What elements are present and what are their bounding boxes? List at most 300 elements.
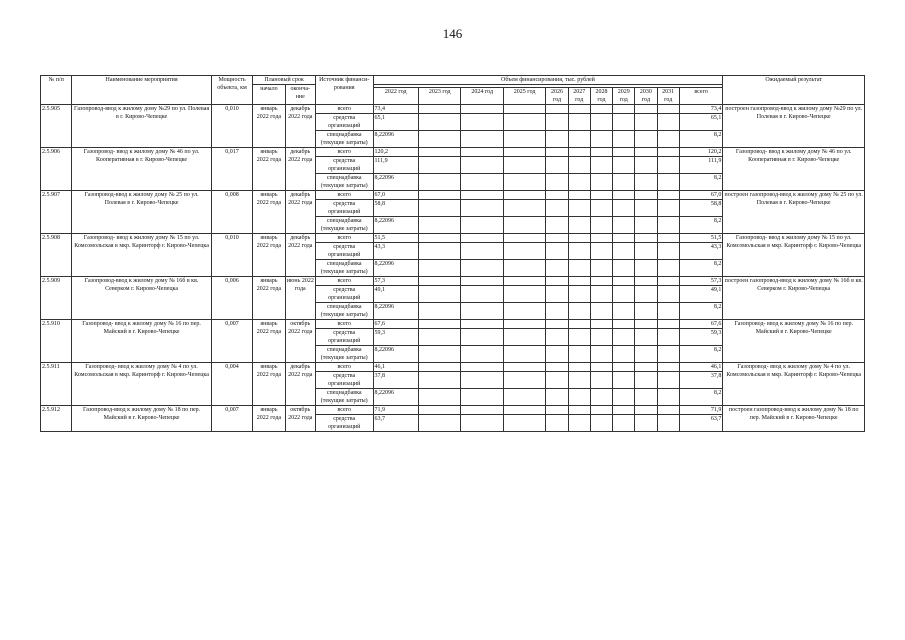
year-value-empty <box>590 329 612 346</box>
year-value-empty <box>503 114 545 131</box>
year-value-empty <box>419 415 461 432</box>
year-value-empty <box>503 234 545 243</box>
year-value-empty <box>568 148 590 157</box>
year-2022-value: 8,22096 <box>373 174 418 191</box>
year-value-empty <box>613 303 635 320</box>
measure-name: Газопровод-ввод к жилому дому № 18 по пер. Майский в г. Кирово-Чепецке <box>72 406 211 432</box>
year-value-empty <box>419 148 461 157</box>
year-value-empty <box>546 157 568 174</box>
year-value-empty <box>461 346 503 363</box>
year-value-empty <box>613 389 635 406</box>
header-year: 2027 год <box>568 88 590 105</box>
year-value-empty <box>568 286 590 303</box>
year-value-empty <box>590 191 612 200</box>
table-row <box>41 320 865 329</box>
year-value-empty <box>613 286 635 303</box>
expected-result: построен газопровод-ввод к жилому дому № 18 по пер. Майский в г. Кирово-Чепецке <box>723 406 865 432</box>
period-end: июнь 2022 года <box>285 277 315 320</box>
measure-power: 0,010 <box>211 234 252 277</box>
period-start: январь 2022 года <box>253 105 285 148</box>
year-value-empty <box>657 243 679 260</box>
year-value-empty <box>546 372 568 389</box>
year-value-empty <box>461 372 503 389</box>
year-value-empty <box>657 105 679 114</box>
header-total: всего <box>679 88 723 105</box>
year-value-empty <box>461 174 503 191</box>
year-value-empty <box>461 243 503 260</box>
year-value-empty <box>568 320 590 329</box>
year-value-empty <box>503 406 545 415</box>
year-2022-value: 67,6 <box>373 320 418 329</box>
year-value-empty <box>613 372 635 389</box>
year-value-empty <box>613 131 635 148</box>
header-year: 2028 год <box>590 88 612 105</box>
year-value-empty <box>461 363 503 372</box>
year-value-empty <box>635 320 657 329</box>
year-value-empty <box>613 234 635 243</box>
year-value-empty <box>419 363 461 372</box>
funding-source: всего <box>315 406 373 415</box>
row-number: 2.5.909 <box>41 277 72 320</box>
year-value-empty <box>590 234 612 243</box>
total-value: 57,3 <box>679 277 723 286</box>
total-value: 51,5 <box>679 234 723 243</box>
year-value-empty <box>635 191 657 200</box>
year-value-empty <box>657 329 679 346</box>
year-value-empty <box>546 286 568 303</box>
year-2022-value: 65,1 <box>373 114 418 131</box>
year-value-empty <box>635 303 657 320</box>
funding-source: всего <box>315 105 373 114</box>
year-value-empty <box>590 389 612 406</box>
year-2022-value: 43,3 <box>373 243 418 260</box>
year-value-empty <box>503 260 545 277</box>
year-value-empty <box>590 200 612 217</box>
year-value-empty <box>657 131 679 148</box>
year-value-empty <box>613 157 635 174</box>
header-volume: Объем финансирования, тыс. рублей <box>373 76 723 85</box>
year-value-empty <box>590 157 612 174</box>
year-2022-value: 46,1 <box>373 363 418 372</box>
year-2022-value: 120,2 <box>373 148 418 157</box>
funding-source: всего <box>315 148 373 157</box>
year-value-empty <box>461 131 503 148</box>
period-end: декабрь 2022 года <box>285 234 315 277</box>
year-value-empty <box>657 286 679 303</box>
header-year: 2023 год <box>419 88 461 105</box>
expected-result: Газопровод- ввод к жилому дому № 15 по ул. Комсомольская в мкр. Каринторф г. Кирово-Чепецка <box>723 234 865 277</box>
total-value: 120,2 <box>679 148 723 157</box>
measure-name: Газопровод-ввод к жилому дому №29 по ул. Полевая в г. Кирово-Чепецке <box>72 105 211 148</box>
year-value-empty <box>461 320 503 329</box>
year-value-empty <box>590 148 612 157</box>
year-value-empty <box>613 277 635 286</box>
year-value-empty <box>635 234 657 243</box>
header-name: Наименование мероприятия <box>72 76 211 105</box>
year-value-empty <box>546 260 568 277</box>
year-value-empty <box>657 346 679 363</box>
period-end: декабрь 2022 года <box>285 105 315 148</box>
year-value-empty <box>503 329 545 346</box>
funding-source: средства организаций <box>315 114 373 131</box>
year-value-empty <box>461 260 503 277</box>
period-start: январь 2022 года <box>253 406 285 432</box>
year-value-empty <box>590 346 612 363</box>
measure-power: 0,017 <box>211 148 252 191</box>
year-value-empty <box>657 234 679 243</box>
year-value-empty <box>635 157 657 174</box>
total-value: 65,1 <box>679 114 723 131</box>
year-value-empty <box>613 148 635 157</box>
year-2022-value: 51,5 <box>373 234 418 243</box>
year-value-empty <box>635 363 657 372</box>
year-2022-value: 71,9 <box>373 406 418 415</box>
year-value-empty <box>546 148 568 157</box>
year-value-empty <box>568 346 590 363</box>
year-value-empty <box>546 131 568 148</box>
year-value-empty <box>635 406 657 415</box>
year-value-empty <box>419 346 461 363</box>
year-value-empty <box>419 234 461 243</box>
measure-name: Газопровод- ввод к жилому дому № 4 по ул. Комсомольская в мкр. Каринторф г. Кирово-Чепецка <box>72 363 211 406</box>
header-power: Мощность объекта, км <box>211 76 252 105</box>
table-row <box>41 105 865 114</box>
total-value: 43,3 <box>679 243 723 260</box>
table-row <box>41 406 865 415</box>
year-value-empty <box>635 286 657 303</box>
year-value-empty <box>568 157 590 174</box>
year-value-empty <box>613 363 635 372</box>
year-value-empty <box>419 131 461 148</box>
year-value-empty <box>503 389 545 406</box>
year-value-empty <box>546 105 568 114</box>
year-value-empty <box>419 372 461 389</box>
total-value: 8,2 <box>679 260 723 277</box>
year-value-empty <box>503 200 545 217</box>
total-value: 49,1 <box>679 286 723 303</box>
year-value-empty <box>613 415 635 432</box>
expected-result: Газопровод- ввод к жилому дому № 46 по ул. Кооперативная в г. Кирово-Чепецке <box>723 148 865 191</box>
header-source: Источник финанси-рования <box>315 76 373 105</box>
total-value: 67,6 <box>679 320 723 329</box>
header-year: 2025 год <box>503 88 545 105</box>
measure-power: 0,006 <box>211 277 252 320</box>
year-value-empty <box>419 277 461 286</box>
measure-name: Газопровод- ввод к жилому дому № 46 по ул. Кооперативная в г. Кирово-Чепецке <box>72 148 211 191</box>
year-value-empty <box>546 346 568 363</box>
funding-source: средства организаций <box>315 372 373 389</box>
year-value-empty <box>613 320 635 329</box>
year-value-empty <box>657 372 679 389</box>
year-value-empty <box>419 406 461 415</box>
year-value-empty <box>590 303 612 320</box>
year-2022-value: 37,8 <box>373 372 418 389</box>
year-value-empty <box>613 406 635 415</box>
year-value-empty <box>461 286 503 303</box>
year-value-empty <box>546 114 568 131</box>
year-value-empty <box>635 260 657 277</box>
year-value-empty <box>590 286 612 303</box>
year-2022-value: 8,22096 <box>373 303 418 320</box>
year-value-empty <box>546 243 568 260</box>
year-value-empty <box>613 114 635 131</box>
period-end: декабрь 2022 года <box>285 148 315 191</box>
year-value-empty <box>419 200 461 217</box>
year-value-empty <box>546 406 568 415</box>
expected-result: построен газопровод-ввод к жилому дому № 16б в кв. Северком г. Кирово-Чепецка <box>723 277 865 320</box>
year-value-empty <box>461 157 503 174</box>
year-value-empty <box>568 243 590 260</box>
year-value-empty <box>461 389 503 406</box>
period-start: январь 2022 года <box>253 363 285 406</box>
year-value-empty <box>503 105 545 114</box>
year-value-empty <box>635 372 657 389</box>
year-value-empty <box>419 157 461 174</box>
year-value-empty <box>568 234 590 243</box>
year-value-empty <box>657 148 679 157</box>
total-value: 8,2 <box>679 303 723 320</box>
total-value: 37,8 <box>679 372 723 389</box>
year-value-empty <box>613 243 635 260</box>
year-2022-value: 49,1 <box>373 286 418 303</box>
year-value-empty <box>568 372 590 389</box>
total-value: 8,2 <box>679 389 723 406</box>
year-value-empty <box>657 415 679 432</box>
period-start: январь 2022 года <box>253 277 285 320</box>
row-number: 2.5.912 <box>41 406 72 432</box>
year-value-empty <box>613 346 635 363</box>
year-value-empty <box>419 191 461 200</box>
year-value-empty <box>590 260 612 277</box>
year-value-empty <box>461 114 503 131</box>
year-value-empty <box>461 415 503 432</box>
header-year: 2030 год <box>635 88 657 105</box>
funding-source: спецнадбавка (текущие затраты) <box>315 174 373 191</box>
header-start: начало <box>253 85 285 105</box>
year-value-empty <box>635 389 657 406</box>
period-end: октябрь 2022 года <box>285 320 315 363</box>
year-value-empty <box>657 363 679 372</box>
year-value-empty <box>657 200 679 217</box>
year-value-empty <box>568 415 590 432</box>
funding-source: всего <box>315 191 373 200</box>
year-value-empty <box>613 200 635 217</box>
period-end: декабрь 2022 года <box>285 363 315 406</box>
measure-power: 0,004 <box>211 363 252 406</box>
year-value-empty <box>546 191 568 200</box>
year-value-empty <box>419 174 461 191</box>
header-period: Плановый срок <box>253 76 316 85</box>
year-value-empty <box>635 200 657 217</box>
year-value-empty <box>635 174 657 191</box>
year-value-empty <box>503 174 545 191</box>
year-value-empty <box>657 406 679 415</box>
year-value-empty <box>419 389 461 406</box>
year-value-empty <box>590 372 612 389</box>
year-value-empty <box>590 415 612 432</box>
table-row <box>41 363 865 372</box>
year-value-empty <box>546 303 568 320</box>
period-start: январь 2022 года <box>253 234 285 277</box>
year-value-empty <box>657 191 679 200</box>
year-value-empty <box>419 217 461 234</box>
year-2022-value: 8,22096 <box>373 389 418 406</box>
funding-source: спецнадбавка (текущие затраты) <box>315 260 373 277</box>
total-value: 59,3 <box>679 329 723 346</box>
row-number: 2.5.907 <box>41 191 72 234</box>
period-end: декабрь 2022 года <box>285 191 315 234</box>
funding-source: средства организаций <box>315 415 373 432</box>
measure-power: 0,007 <box>211 406 252 432</box>
year-value-empty <box>635 114 657 131</box>
year-value-empty <box>503 157 545 174</box>
year-value-empty <box>613 217 635 234</box>
year-value-empty <box>657 114 679 131</box>
year-value-empty <box>613 329 635 346</box>
header-year: 2024 год <box>461 88 503 105</box>
year-value-empty <box>503 363 545 372</box>
year-value-empty <box>657 157 679 174</box>
year-value-empty <box>546 217 568 234</box>
year-value-empty <box>568 406 590 415</box>
period-start: январь 2022 года <box>253 320 285 363</box>
total-value: 63,7 <box>679 415 723 432</box>
year-value-empty <box>461 277 503 286</box>
row-number: 2.5.905 <box>41 105 72 148</box>
year-2022-value: 8,22096 <box>373 131 418 148</box>
total-value: 8,2 <box>679 131 723 148</box>
header-year: 2031 год <box>657 88 679 105</box>
year-value-empty <box>503 277 545 286</box>
year-value-empty <box>613 191 635 200</box>
year-value-empty <box>568 363 590 372</box>
header-year: 2029 год <box>613 88 635 105</box>
funding-source: средства организаций <box>315 329 373 346</box>
year-value-empty <box>461 217 503 234</box>
row-number: 2.5.906 <box>41 148 72 191</box>
year-value-empty <box>461 406 503 415</box>
header-year: 2022 год <box>373 88 418 105</box>
funding-source: спецнадбавка (текущие затраты) <box>315 346 373 363</box>
year-value-empty <box>461 105 503 114</box>
year-value-empty <box>568 114 590 131</box>
header-num: № п/п <box>41 76 72 105</box>
year-value-empty <box>419 320 461 329</box>
funding-source: средства организаций <box>315 286 373 303</box>
measure-name: Газопровод-ввод к жилому дому № 25 по ул. Полевая в г. Кирово-Чепецке <box>72 191 211 234</box>
table-row <box>41 191 865 200</box>
year-2022-value: 8,22096 <box>373 346 418 363</box>
year-value-empty <box>635 277 657 286</box>
funding-source: спецнадбавка (текущие затраты) <box>315 131 373 148</box>
year-value-empty <box>546 415 568 432</box>
funding-source: средства организаций <box>315 243 373 260</box>
year-value-empty <box>568 217 590 234</box>
year-value-empty <box>461 234 503 243</box>
expected-result: Газопровод- ввод к жилому дому № 16 по пер. Майский в г. Кирово-Чепецке <box>723 320 865 363</box>
funding-source: всего <box>315 277 373 286</box>
year-value-empty <box>590 243 612 260</box>
year-value-empty <box>568 131 590 148</box>
year-value-empty <box>419 105 461 114</box>
row-number: 2.5.911 <box>41 363 72 406</box>
year-2022-value: 111,9 <box>373 157 418 174</box>
total-value: 73,4 <box>679 105 723 114</box>
total-value: 111,9 <box>679 157 723 174</box>
year-value-empty <box>568 200 590 217</box>
year-value-empty <box>568 277 590 286</box>
year-value-empty <box>568 174 590 191</box>
year-value-empty <box>461 329 503 346</box>
year-2022-value: 8,22096 <box>373 260 418 277</box>
funding-source: спецнадбавка (текущие затраты) <box>315 217 373 234</box>
funding-source: средства организаций <box>315 200 373 217</box>
year-2022-value: 63,7 <box>373 415 418 432</box>
year-value-empty <box>461 303 503 320</box>
page-number: 146 <box>442 26 463 41</box>
year-value-empty <box>419 114 461 131</box>
total-value: 71,9 <box>679 406 723 415</box>
measure-name: Газопровод- ввод к жилому дому № 16 по пер. Майский в г. Кирово-Чепецке <box>72 320 211 363</box>
year-value-empty <box>503 286 545 303</box>
year-value-empty <box>657 260 679 277</box>
year-value-empty <box>419 286 461 303</box>
year-value-empty <box>635 148 657 157</box>
year-2022-value: 58,8 <box>373 200 418 217</box>
header-end: оконча-ние <box>285 85 315 105</box>
year-value-empty <box>503 346 545 363</box>
year-value-empty <box>546 234 568 243</box>
year-value-empty <box>419 303 461 320</box>
funding-source: спецнадбавка (текущие затраты) <box>315 303 373 320</box>
funding-source: всего <box>315 363 373 372</box>
year-value-empty <box>546 320 568 329</box>
total-value: 8,2 <box>679 174 723 191</box>
year-value-empty <box>461 148 503 157</box>
year-value-empty <box>546 389 568 406</box>
year-value-empty <box>590 174 612 191</box>
expected-result: построен газопровод-ввод к жилому дому №29 по ул. Полевая в г. Кирово-Чепецке <box>723 105 865 148</box>
year-value-empty <box>568 105 590 114</box>
year-value-empty <box>613 105 635 114</box>
period-start: январь 2022 года <box>253 148 285 191</box>
year-value-empty <box>503 320 545 329</box>
year-value-empty <box>568 191 590 200</box>
year-value-empty <box>503 303 545 320</box>
year-2022-value: 8,22096 <box>373 217 418 234</box>
year-value-empty <box>590 363 612 372</box>
year-value-empty <box>635 346 657 363</box>
year-value-empty <box>568 389 590 406</box>
year-value-empty <box>635 105 657 114</box>
year-value-empty <box>657 174 679 191</box>
row-number: 2.5.910 <box>41 320 72 363</box>
year-value-empty <box>503 415 545 432</box>
row-number: 2.5.908 <box>41 234 72 277</box>
year-value-empty <box>590 105 612 114</box>
year-value-empty <box>657 389 679 406</box>
year-value-empty <box>503 131 545 148</box>
year-value-empty <box>503 191 545 200</box>
year-value-empty <box>635 217 657 234</box>
year-value-empty <box>590 277 612 286</box>
total-value: 46,1 <box>679 363 723 372</box>
year-value-empty <box>503 217 545 234</box>
year-value-empty <box>568 329 590 346</box>
header-year: 2026 год <box>546 88 568 105</box>
year-value-empty <box>590 406 612 415</box>
funding-source: средства организаций <box>315 157 373 174</box>
